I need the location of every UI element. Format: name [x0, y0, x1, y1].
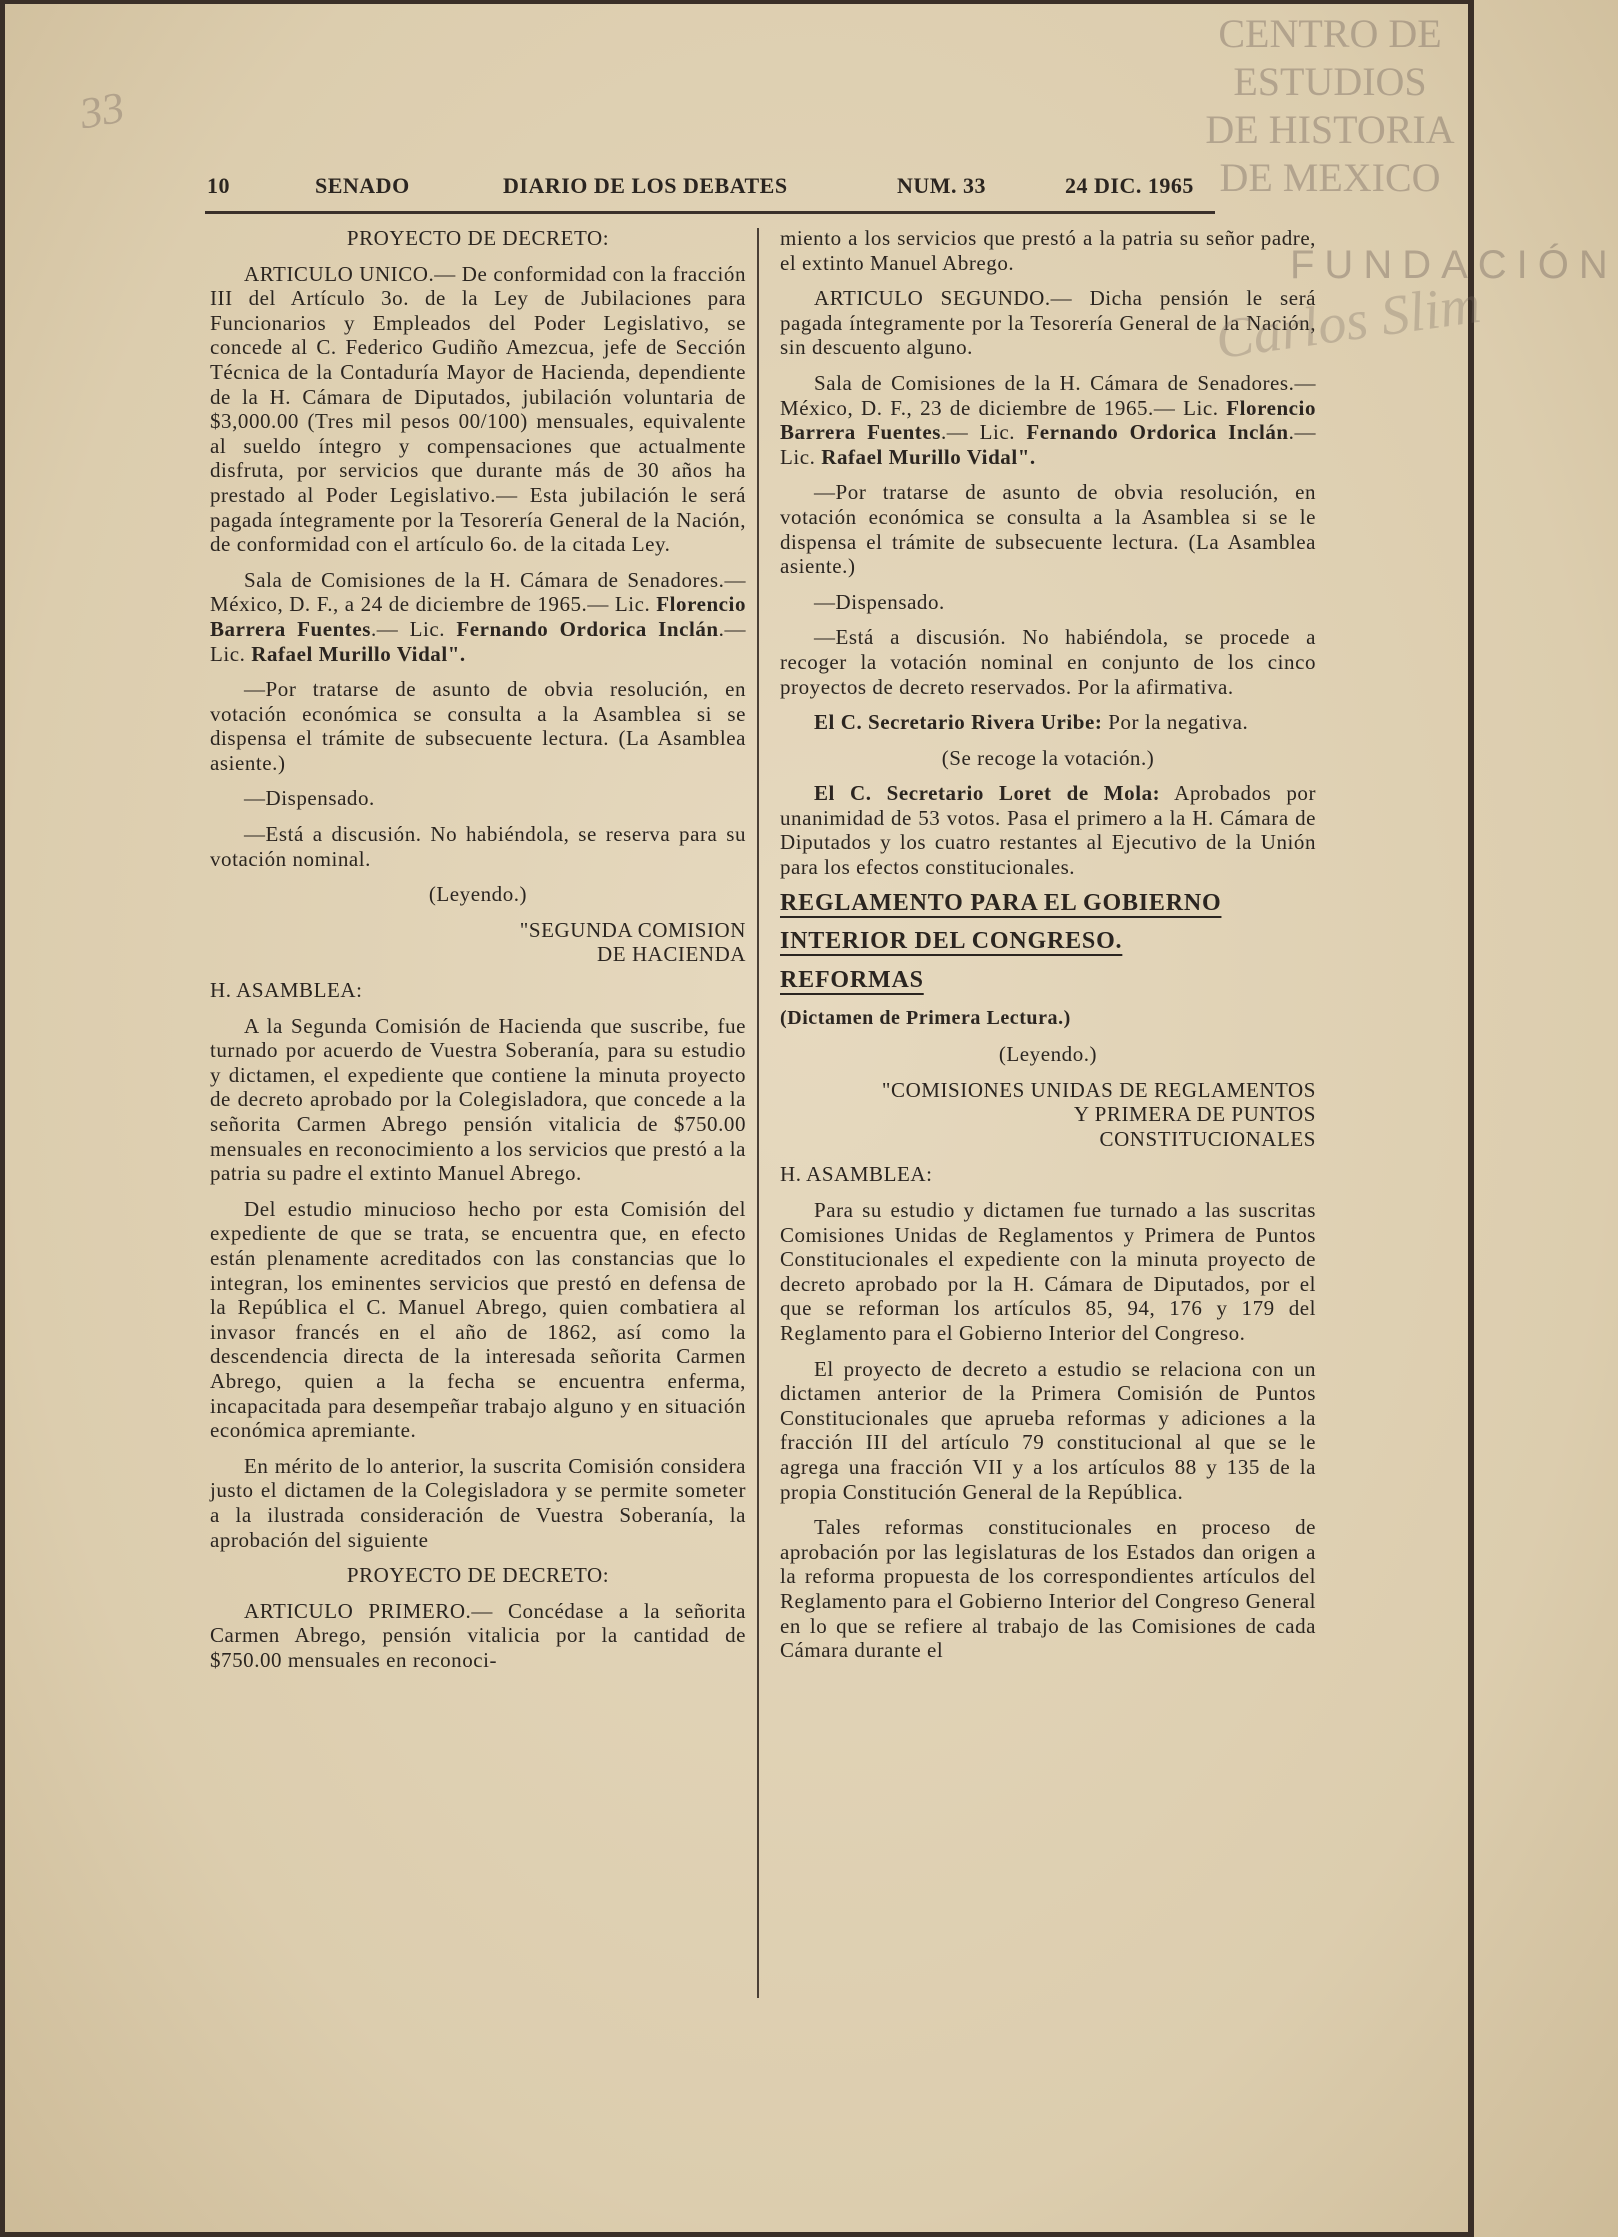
text-segment: Por la negativa.: [1102, 710, 1249, 735]
text-segment: DE HACIENDA: [597, 942, 746, 967]
watermark-line: ESTUDIOS: [1233, 59, 1427, 104]
paragraph: [780, 1006, 1316, 1031]
paragraph: [780, 625, 1316, 699]
text-segment: H. ASAMBLEA:: [780, 1162, 933, 1187]
bold-text: El C. Secretario Rivera Uribe:: [814, 710, 1103, 735]
centered-heading: [780, 746, 1316, 771]
paragraph: [210, 918, 746, 967]
text-segment: .— Lic.: [940, 420, 1027, 445]
text-segment: —Dispensado.: [244, 786, 375, 811]
text-segment: "SEGUNDA COMISION: [519, 917, 746, 942]
text-segment: REFORMAS: [780, 966, 924, 993]
paragraph: [210, 822, 746, 871]
header-publication: DIARIO DE LOS DEBATES: [503, 173, 788, 198]
text-segment: —Está a discusión. No habiéndola, se reserva para su votación nominal.: [210, 822, 746, 871]
text-segment: Y PRIMERA DE PUNTOS: [1073, 1102, 1316, 1127]
paragraph: [210, 1599, 746, 1673]
centered-heading: [780, 1042, 1316, 1067]
text-segment: .— Lic.: [370, 616, 457, 641]
text-segment: PROYECTO DE DECRETO:: [346, 1563, 610, 1588]
header-rule: [205, 211, 1215, 214]
header-issue: NUM. 33: [897, 173, 987, 198]
bold-text: Fernando Ordorica Inclán: [1026, 420, 1289, 445]
text-segment: ARTICULO UNICO.— De conformidad con la fracción III del Artículo 3o. de la Ley de Jubilaciones para Funcionarios y Empleados del Poder Legislativo, se concede al C. Federico Gudiño Amezcua, jefe de Sección Técnica de la Contaduría Mayor de Hacienda, dependiente de la H. Cámara de Diputados, jubilación voluntaria de $3,000.00 (Tres mil pesos 00/100) mensuales, equivalente al sueldo íntegro y compensaciones que actualmente disfruta, por servicios que durante más de 30 años ha prestado al Poder Legislativo.— Esta jubilación le será pagada íntegramente por la Tesorería General de la Nación, de conformidad con el artículo 6o. de la citada Ley.: [210, 261, 746, 557]
paragraph: [780, 1198, 1316, 1346]
paragraph: [780, 781, 1316, 879]
watermark-line: DE HISTORIA: [1205, 107, 1455, 152]
centered-heading: [210, 1563, 746, 1588]
paragraph: [780, 710, 1316, 735]
watermark-foundation: FUNDACIÓN: [1290, 243, 1618, 287]
text-segment: (Dictamen de Primera Lectura.): [780, 1007, 1071, 1030]
paragraph: [210, 1014, 746, 1186]
text-segment: Del estudio minucioso hecho por esta Comisión del expediente de que se trata, se encuentra que, en efecto están plenamente acreditados con las constancias que lo integran, los eminentes servicios que prestó en defensa de la República el C. Manuel Abrego, quien combatiera al invasor francés en el año de 1862, así como la descendencia directa de la interesada señorita Carmen Abrego, quien a la fecha se encuentra enferma, incapacitada para desempeñar trabajo alguno y en situación económica apremiante.: [210, 1196, 746, 1443]
paragraph: [210, 677, 746, 775]
header-date: 24 DIC. 1965: [1065, 173, 1194, 198]
section-heading: [780, 929, 1316, 954]
watermark-line: DE MEXICO: [1219, 155, 1441, 200]
centered-heading: [210, 882, 746, 907]
paragraph: [210, 1197, 746, 1443]
paragraph: [780, 590, 1316, 615]
text-segment: (Se recoge la votación.): [941, 745, 1155, 770]
running-header: [205, 168, 1215, 202]
paragraph: [780, 480, 1316, 578]
text-segment: .— Lic.: [210, 616, 747, 666]
bold-text: Fernando Ordorica Inclán: [456, 616, 719, 641]
text-segment: REGLAMENTO PARA EL GOBIERNO: [780, 889, 1222, 916]
watermark-institution: [1195, 10, 1465, 202]
section-heading: [780, 891, 1316, 916]
paragraph: [780, 371, 1316, 469]
text-segment: INTERIOR DEL CONGRESO.: [780, 928, 1123, 955]
text-segment: —Está a discusión. No habiéndola, se procede a recoger la votación nominal en conjunto de los cinco proyectos de decreto reservados. Por la afirmativa.: [780, 625, 1316, 699]
watermark-line: CENTRO DE: [1218, 11, 1442, 56]
text-segment: —Dispensado.: [814, 589, 945, 614]
paragraph: [780, 1515, 1316, 1663]
text-segment: ARTICULO SEGUNDO.— Dicha pensión le será pagada íntegramente por la Tesorería General de la Nación, sin descuento alguno.: [780, 286, 1316, 360]
paragraph: [210, 978, 746, 1003]
paragraph: [210, 1454, 746, 1552]
scan-edge-bottom: [0, 2232, 1474, 2237]
text-segment: ARTICULO PRIMERO.— Concédase a la señorita Carmen Abrego, pensión vitalicia por la cantidad de $750.00 mensuales en reconoci-: [210, 1598, 746, 1672]
text-segment: —Por tratarse de asunto de obvia resolución, en votación económica se consulta a la Asamblea si se le dispensa el trámite de subsecuente lectura. (La Asamblea asiente.): [780, 480, 1316, 579]
text-segment: (Leyendo.): [998, 1042, 1098, 1067]
bold-text: Florencio Barrera Fuentes: [210, 592, 746, 641]
column-divider: [757, 228, 759, 1998]
header-chamber: SENADO: [315, 173, 410, 198]
text-segment: El proyecto de decreto a estudio se relaciona con un dictamen anterior de la Primera Comisión de Puntos Constitucionales que aprueba reformas y adiciones a la fracción III del artículo 79 constitucional al que se le agrega una fracción VII y a los artículos 88 y 135 de la propia Constitución General de la República.: [780, 1356, 1316, 1504]
text-segment: CONSTITUCIONALES: [1099, 1126, 1316, 1151]
paragraph: [780, 226, 1316, 275]
text-segment: H. ASAMBLEA:: [210, 978, 363, 1003]
bold-text: El C. Secretario Loret de Mola:: [814, 781, 1161, 806]
scan-edge-top: [0, 0, 1474, 4]
bold-text: Rafael Murillo Vidal".: [821, 444, 1036, 469]
paragraph: [210, 262, 746, 557]
paragraph: [780, 1078, 1316, 1152]
text-segment: .— Lic.: [780, 420, 1317, 469]
left-column: [210, 226, 746, 1683]
section-heading: [780, 968, 1316, 993]
page-number: 10: [207, 173, 230, 198]
text-segment: Sala de Comisiones de la H. Cámara de Senadores.— México, D. F., 23 de diciembre de 1965.— Lic.: [780, 370, 1316, 420]
text-segment: A la Segunda Comisión de Hacienda que suscribe, fue turnado por acuerdo de Vuestra Soberanía, para su estudio y dictamen, el expediente que contiene la minuta proyecto de decreto aprobado por la Colegisladora, que concede a la señorita Carmen Abrego pensión vitalicia de $750.00 mensuales en reconocimiento a los servicios que prestó a la patria su padre el extinto Manuel Abrego.: [210, 1013, 746, 1186]
bold-text: Florencio Barrera Fuentes: [780, 395, 1316, 445]
text-segment: miento a los servicios que prestó a la patria su señor padre, el extinto Manuel Abrego.: [780, 226, 1316, 275]
centered-heading: [210, 226, 746, 251]
right-column: [780, 226, 1316, 1674]
text-segment: —Por tratarse de asunto de obvia resolución, en votación económica se consulta a la Asamblea si se dispensa el trámite de subsecuente lectura. (La Asamblea asiente.): [210, 677, 746, 775]
watermark-signature: Carlos Slim: [1211, 272, 1485, 372]
paragraph: [780, 1162, 1316, 1187]
paragraph: [780, 1357, 1316, 1505]
paragraph: [210, 568, 746, 666]
scan-edge-left: [0, 0, 5, 2237]
text-segment: Para su estudio y dictamen fue turnado a las suscritas Comisiones Unidas de Reglamentos y Primera de Puntos Constitucionales el expediente con la minuta proyecto de decreto aprobado por la H. Cámara de Diputados, por el que se reforman los artículos 85, 94, 176 y 179 del Reglamento para el Gobierno Interior del Congreso.: [780, 1198, 1316, 1345]
handwritten-page-mark: 33: [76, 82, 128, 139]
text-segment: Tales reformas constitucionales en proceso de aprobación por las legislaturas de los Estados dan origen a la reforma propuesta de los correspondientes artículos del Reglamento para el Gobierno Interior del Congreso General en lo que se refiere al trabajo de las Comisiones de cada Cámara durante el: [780, 1515, 1316, 1663]
bold-text: Rafael Murillo Vidal".: [251, 641, 466, 666]
paragraph: [210, 786, 746, 811]
text-segment: Aprobados por unanimidad de 53 votos. Pasa el primero a la H. Cámara de Diputados y los cuatro restantes al Ejecutivo de la Unión para los efectos constitucionales.: [780, 781, 1317, 880]
text-segment: "COMISIONES UNIDAS DE REGLAMENTOS: [881, 1077, 1316, 1102]
text-segment: (Leyendo.): [428, 882, 528, 907]
text-segment: PROYECTO DE DECRETO:: [346, 226, 610, 250]
text-segment: En mérito de lo anterior, la suscrita Comisión considera justo el dictamen de la Colegisladora y se permite someter a la ilustrada consideración de Vuestra Soberanía, la aprobación del siguiente: [210, 1453, 746, 1552]
text-segment: Sala de Comisiones de la H. Cámara de Senadores.— México, D. F., a 24 de diciembre de 1965.— Lic.: [210, 567, 746, 617]
